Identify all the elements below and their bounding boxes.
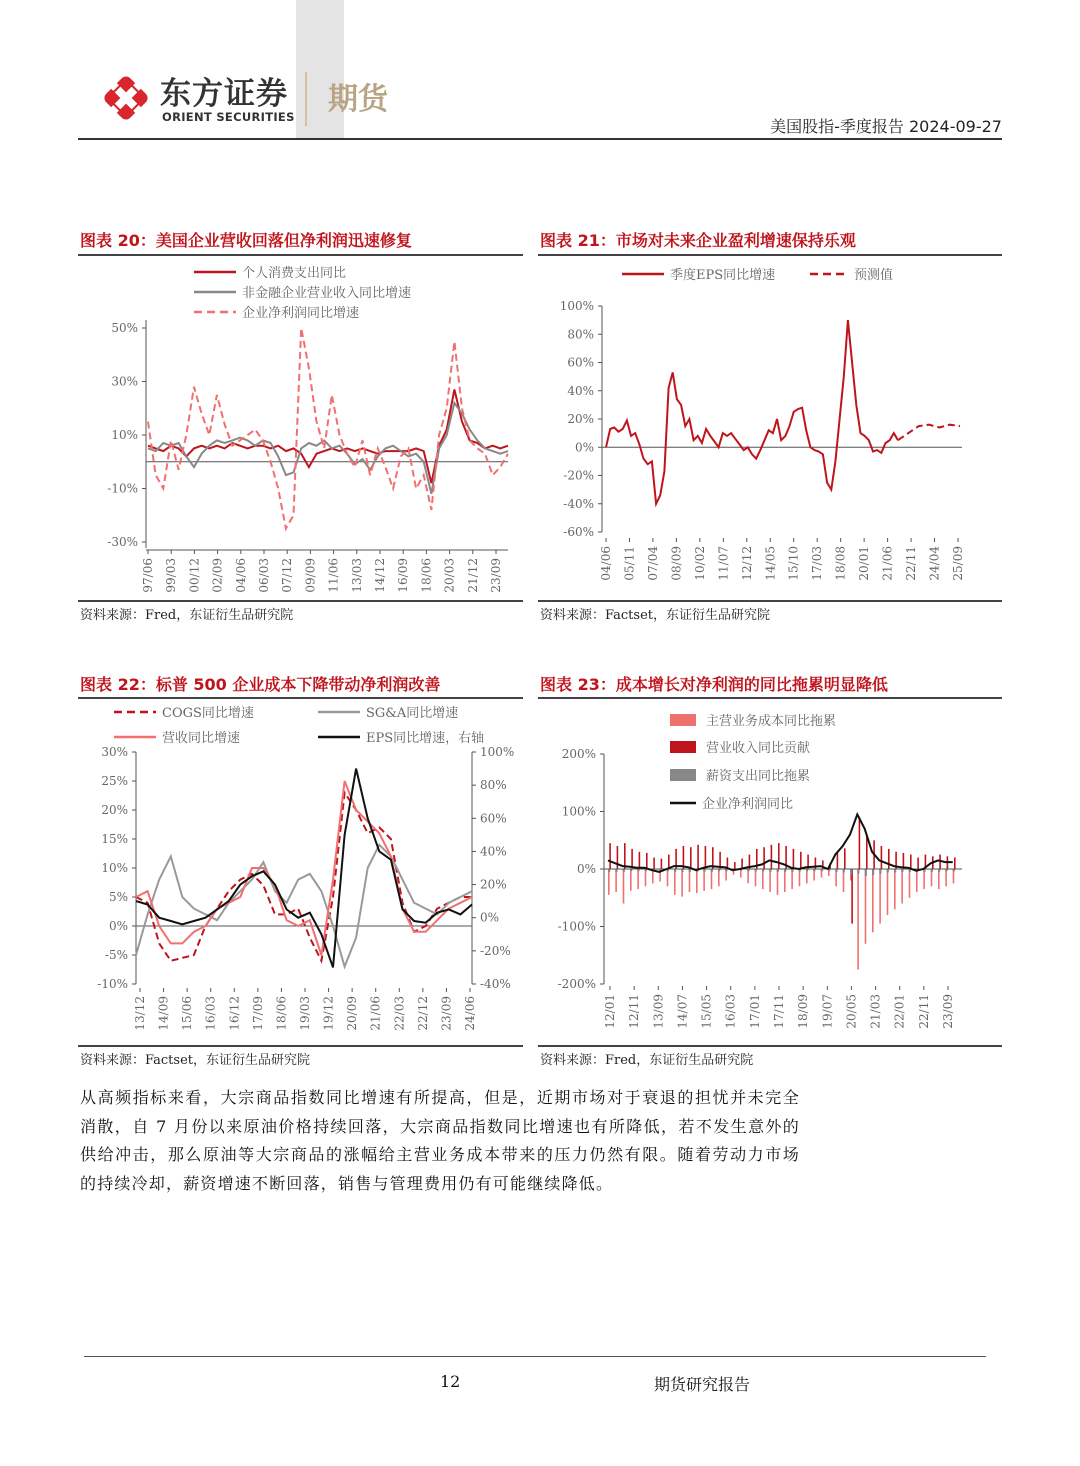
- chart20-series-line: [148, 403, 508, 494]
- chart-23: [538, 700, 1002, 1043]
- figure-23-source: 资料来源：Fred，东证衍生品研究院: [540, 1053, 754, 1068]
- chart23-bar: [879, 869, 881, 874]
- chart20-x-tick-label: 23/09: [489, 558, 503, 593]
- chart23-bar: [894, 869, 896, 909]
- chart23-bar: [777, 869, 779, 895]
- chart20-x-tick-label: 07/12: [280, 558, 295, 593]
- chart20-x-tick-label: 18/06: [419, 558, 434, 593]
- chart23-bar: [778, 843, 780, 869]
- chart23-x-tick-label: 20/05: [844, 994, 859, 1029]
- orient-securities-logo-icon: [98, 70, 154, 126]
- chart22-legend-label: COGS同比增速: [162, 706, 254, 721]
- chart23-bar: [771, 845, 773, 869]
- chart23-bar: [681, 869, 683, 897]
- chart23-series-line: [608, 814, 953, 872]
- chart23-legend-label: 薪资支出同比拖累: [706, 769, 811, 784]
- chart22-y-tick-label: -10%: [97, 977, 128, 991]
- chart-22: [78, 700, 523, 1043]
- chart23-bar: [799, 869, 801, 886]
- chart23-legend-label: 营业收入同比贡献: [706, 741, 811, 756]
- chart23-bar: [881, 846, 883, 869]
- chart23-bar: [938, 869, 940, 889]
- chart22-x-tick-label: 19/12: [321, 996, 336, 1031]
- chart21-legend-label: 季度EPS同比增速: [670, 268, 776, 283]
- chart21-x-tick-label: 25/09: [951, 546, 965, 581]
- chart23-bar: [734, 862, 736, 869]
- chart23-y-tick-label: -200%: [557, 977, 596, 991]
- chart22-x-tick-label: 17/09: [250, 996, 265, 1031]
- chart23-bar: [690, 847, 692, 869]
- chart23-y-tick-label: 0%: [576, 862, 596, 876]
- chart22-y-tick-label: 15%: [101, 832, 128, 846]
- figure-21-source: 资料来源：Factset，东证衍生品研究院: [540, 608, 770, 623]
- chart23-bar: [872, 869, 874, 932]
- chart22-x-tick-label: 21/06: [368, 996, 383, 1031]
- chart23-bar: [945, 869, 947, 886]
- chart23-bar: [917, 858, 919, 870]
- chart22-y-tick-label: 30%: [101, 745, 128, 759]
- figure-20-source: 资料来源：Fred，东证衍生品研究院: [80, 608, 294, 623]
- chart21-x-tick-label: 24/04: [927, 546, 942, 581]
- chart22-y-tick-label: 20%: [101, 803, 128, 817]
- chart21-x-tick-label: 20/01: [857, 546, 872, 581]
- page-number: 12: [440, 1372, 461, 1391]
- chart22-legend-label: EPS同比增速，右轴: [366, 731, 485, 746]
- chart20-x-tick-label: 97/06: [141, 558, 155, 593]
- chart22-y-right-tick-label: 0%: [480, 910, 500, 925]
- chart22-x-tick-label: 19/03: [298, 996, 312, 1031]
- chart23-bar: [859, 817, 861, 869]
- chart23-legend-swatch: [670, 769, 696, 781]
- chart23-bar: [696, 869, 698, 893]
- chart23-bar: [851, 869, 853, 924]
- chart23-bar: [844, 848, 846, 869]
- chart20-x-tick-label: 06/03: [257, 558, 271, 593]
- chart22-y-right-tick-label: 40%: [480, 844, 507, 859]
- logo-divider: [305, 72, 307, 126]
- chart21-x-tick-label: 07/04: [645, 546, 660, 581]
- chart23-bar: [910, 855, 912, 869]
- chart21-y-tick-label: -40%: [563, 496, 594, 511]
- footer-divider: [84, 1356, 986, 1357]
- chart20-x-tick-label: 09/09: [303, 558, 318, 593]
- chart23-x-tick-label: 22/01: [892, 994, 907, 1029]
- figure-23-bottom-rule: [538, 1045, 1002, 1047]
- chart23-bar: [887, 869, 889, 915]
- figure-21-bottom-rule: [538, 600, 1002, 602]
- chart23-bar: [689, 869, 691, 892]
- chart23-bar: [718, 869, 720, 886]
- chart23-legend-swatch: [670, 714, 696, 726]
- chart20-x-tick-label: 11/06: [326, 558, 341, 593]
- chart23-bar: [615, 869, 617, 892]
- chart22-y-tick-label: 25%: [101, 774, 128, 788]
- header-divider: [78, 138, 1002, 140]
- chart20-x-tick-label: 20/03: [442, 558, 457, 593]
- chart23-bar: [624, 843, 626, 869]
- chart23-bar: [954, 858, 956, 870]
- chart23-bar: [837, 853, 839, 869]
- chart23-legend-swatch: [670, 741, 696, 753]
- chart23-bar: [711, 869, 713, 889]
- chart23-x-tick-label: 19/07: [820, 994, 835, 1029]
- chart22-x-tick-label: 14/09: [156, 996, 171, 1031]
- chart23-bar: [865, 869, 867, 876]
- chart23-bar: [843, 869, 845, 872]
- chart23-bar: [916, 869, 918, 892]
- chart20-y-tick-label: 10%: [111, 428, 138, 442]
- chart23-x-tick-label: 17/11: [772, 994, 786, 1029]
- chart23-bar: [646, 853, 648, 869]
- chart21-y-tick-label: -60%: [563, 525, 594, 539]
- chart23-x-tick-label: 12/01: [603, 994, 617, 1029]
- chart23-bar: [630, 869, 632, 891]
- figure-20-bottom-rule: [78, 600, 523, 602]
- chart23-bar: [843, 869, 845, 892]
- figure-22-title: 图表 22：标普 500 企业成本下降带动净利润改善: [80, 675, 441, 694]
- chart20-x-tick-label: 04/06: [233, 558, 248, 593]
- chart22-x-tick-label: 23/09: [439, 996, 454, 1031]
- body-paragraph: 从高频指标来看，大宗商品指数同比增速有所提高，但是，近期市场对于衰退的担忧并未完全消散，自 7 月份以来原油价格持续回落，大宗商品指数同比增速也有所降低，若不发生意外的供给冲击，那么原油等大宗商品的涨幅给主营业务成本带来的压力仍然有限。随着劳动力市场的持续冷却，薪资增速不断回落，销售与管理费用仍有可能继续降低。: [80, 1088, 800, 1193]
- chart23-bar: [769, 869, 771, 892]
- chart21-x-tick-label: 18/08: [833, 546, 848, 581]
- chart21-x-tick-label: 22/11: [904, 546, 919, 581]
- chart23-x-tick-label: 18/09: [796, 994, 811, 1029]
- chart20-y-tick-label: -10%: [107, 481, 138, 496]
- chart23-x-tick-label: 12/11: [627, 994, 642, 1029]
- chart-21: [538, 258, 1002, 598]
- chart21-x-tick-label: 11/07: [716, 546, 731, 581]
- chart22-x-tick-label: 16/03: [203, 996, 218, 1031]
- chart23-legend-label: 主营业务成本同比拖累: [706, 714, 837, 729]
- chart23-bar: [784, 869, 786, 892]
- chart20-x-tick-label: 16/09: [396, 558, 411, 593]
- footer-label: 期货研究报告: [654, 1375, 751, 1394]
- chart23-bar: [909, 869, 911, 898]
- chart23-bar: [697, 845, 699, 869]
- chart22-y-tick-label: -5%: [104, 948, 128, 962]
- chart23-bar: [850, 869, 852, 875]
- chart23-bar: [645, 869, 647, 886]
- chart23-bar: [623, 869, 625, 904]
- chart21-legend-label: 预测值: [854, 268, 894, 283]
- chart21-y-tick-label: 40%: [567, 383, 594, 398]
- chart20-legend-label: 非金融企业营业收入同比增速: [242, 286, 412, 301]
- chart23-bar: [668, 855, 670, 869]
- chart23-bar: [763, 847, 765, 869]
- chart23-bar: [888, 849, 890, 869]
- chart21-x-tick-label: 10/02: [692, 546, 707, 581]
- chart22-y-right-tick-label: 100%: [480, 745, 515, 759]
- chart23-bar: [923, 869, 925, 889]
- figure-21-title: 图表 21：市场对未来企业盈利增速保持乐观: [540, 231, 856, 250]
- chart20-y-tick-label: -30%: [107, 535, 138, 549]
- chart22-x-tick-label: 16/12: [227, 996, 242, 1031]
- chart23-bar: [705, 846, 707, 869]
- chart22-x-tick-label: 15/06: [180, 996, 195, 1031]
- chart23-bar: [703, 869, 705, 891]
- chart23-bar: [755, 869, 757, 886]
- chart21-x-tick-label: 04/06: [599, 546, 613, 581]
- chart21-x-tick-label: 12/12: [739, 546, 754, 581]
- figure-22-source: 资料来源：Factset，东证衍生品研究院: [80, 1053, 310, 1068]
- chart22-y-right-tick-label: 20%: [480, 877, 507, 892]
- division-label: 期货: [328, 82, 388, 117]
- chart23-bar: [667, 869, 669, 886]
- chart23-bar: [639, 852, 641, 869]
- chart21-y-tick-label: 0%: [574, 440, 594, 455]
- chart23-bar: [609, 843, 611, 869]
- chart23-bar: [762, 869, 764, 889]
- chart21-x-tick-label: 15/10: [786, 546, 801, 581]
- chart23-x-tick-label: 22/11: [916, 994, 931, 1029]
- chart22-x-tick-label: 13/12: [133, 996, 147, 1031]
- chart21-y-tick-label: 60%: [567, 355, 594, 370]
- chart22-x-tick-label: 18/06: [274, 996, 289, 1031]
- chart21-y-tick-label: 100%: [559, 299, 594, 313]
- chart23-bar: [608, 869, 610, 895]
- chart23-y-tick-label: 100%: [561, 804, 596, 819]
- chart20-x-tick-label: 21/12: [465, 558, 480, 593]
- chart20-y-tick-label: 50%: [111, 321, 138, 335]
- chart21-x-tick-label: 05/11: [622, 546, 637, 581]
- chart22-series-line: [136, 781, 472, 955]
- chart23-y-tick-label: 200%: [561, 747, 596, 761]
- chart21-series-line: [898, 425, 960, 441]
- chart23-bar: [887, 869, 889, 872]
- chart23-bar: [617, 846, 619, 869]
- chart23-x-tick-label: 23/09: [941, 994, 955, 1029]
- chart23-bar: [793, 849, 795, 869]
- chart23-x-tick-label: 13/09: [651, 994, 666, 1029]
- chart23-bar: [653, 858, 655, 870]
- chart22-y-tick-label: 10%: [101, 861, 128, 875]
- chart23-bar: [901, 869, 903, 904]
- chart23-bar: [879, 869, 881, 924]
- chart22-y-right-tick-label: 80%: [480, 778, 507, 793]
- chart21-x-tick-label: 17/03: [810, 546, 825, 581]
- chart23-bar: [857, 869, 859, 970]
- chart23-bar: [791, 869, 793, 889]
- chart21-x-tick-label: 14/05: [763, 546, 778, 581]
- chart21-y-tick-label: -20%: [563, 468, 594, 483]
- brand-name-en: ORIENT SECURITIES: [162, 110, 295, 124]
- figure-22-bottom-rule: [78, 1045, 523, 1047]
- chart22-y-right-tick-label: -40%: [480, 977, 511, 991]
- chart23-bar: [637, 869, 639, 889]
- chart22-y-right-tick-label: 60%: [480, 811, 507, 826]
- chart22-x-tick-label: 20/09: [345, 996, 360, 1031]
- chart22-series-line: [136, 769, 472, 968]
- chart22-series-line: [136, 845, 472, 967]
- chart20-x-tick-label: 14/12: [373, 558, 387, 593]
- figure-23-title: 图表 23：成本增长对净利润的同比拖累明显降低: [540, 675, 888, 694]
- chart20-x-tick-label: 02/09: [210, 558, 225, 593]
- chart22-x-tick-label: 22/12: [415, 996, 430, 1031]
- chart23-bar: [661, 859, 663, 869]
- chart22-legend-label: 营收同比增速: [162, 731, 241, 746]
- chart22-y-right-tick-label: -20%: [480, 943, 511, 958]
- chart21-y-tick-label: 80%: [567, 327, 594, 342]
- chart21-x-tick-label: 21/06: [880, 546, 895, 581]
- figure-20-top-rule: [78, 254, 523, 256]
- chart20-x-tick-label: 00/12: [187, 558, 202, 593]
- figure-22-top-rule: [78, 697, 523, 699]
- chart22-y-tick-label: 5%: [108, 890, 128, 904]
- chart23-bar: [872, 869, 874, 875]
- figure-20-title: 图表 20：美国企业营收回落但净利润迅速修复: [80, 231, 412, 250]
- chart-20: [78, 258, 523, 598]
- chart23-x-tick-label: 15/05: [699, 994, 714, 1029]
- chart23-x-tick-label: 14/07: [675, 994, 690, 1029]
- figure-23-top-rule: [538, 697, 1002, 699]
- figure-21-top-rule: [538, 254, 1002, 256]
- chart20-series-line: [148, 328, 508, 529]
- chart22-x-tick-label: 24/06: [463, 996, 477, 1031]
- chart20-legend-label: 个人消费支出同比: [242, 266, 347, 281]
- chart23-x-tick-label: 21/03: [868, 994, 883, 1029]
- chart23-bar: [865, 869, 867, 944]
- chart20-y-tick-label: 30%: [111, 374, 138, 389]
- chart23-legend-label: 企业净利润同比: [702, 797, 794, 812]
- chart23-bar: [674, 869, 676, 895]
- chart23-bar: [894, 869, 896, 872]
- chart20-x-tick-label: 13/03: [349, 558, 364, 593]
- chart21-series-line: [606, 320, 898, 504]
- brand-name: 东方证券: [160, 76, 288, 112]
- chart21-y-tick-label: 20%: [567, 412, 594, 426]
- report-title: 美国股指-季度报告 2024-09-27: [770, 117, 1002, 136]
- chart23-y-tick-label: -100%: [557, 919, 596, 934]
- chart22-legend-label: SG&A同比增速: [366, 706, 459, 721]
- chart23-x-tick-label: 16/03: [723, 994, 738, 1029]
- chart23-bar: [800, 852, 802, 869]
- chart23-x-tick-label: 17/01: [747, 994, 762, 1029]
- chart21-x-tick-label: 08/09: [669, 546, 684, 581]
- chart23-bar: [857, 869, 859, 874]
- chart20-x-tick-label: 99/03: [164, 558, 179, 593]
- chart22-x-tick-label: 22/03: [392, 996, 407, 1031]
- chart22-y-tick-label: 0%: [108, 919, 128, 933]
- chart20-legend-label: 企业净利润同比增速: [242, 306, 360, 321]
